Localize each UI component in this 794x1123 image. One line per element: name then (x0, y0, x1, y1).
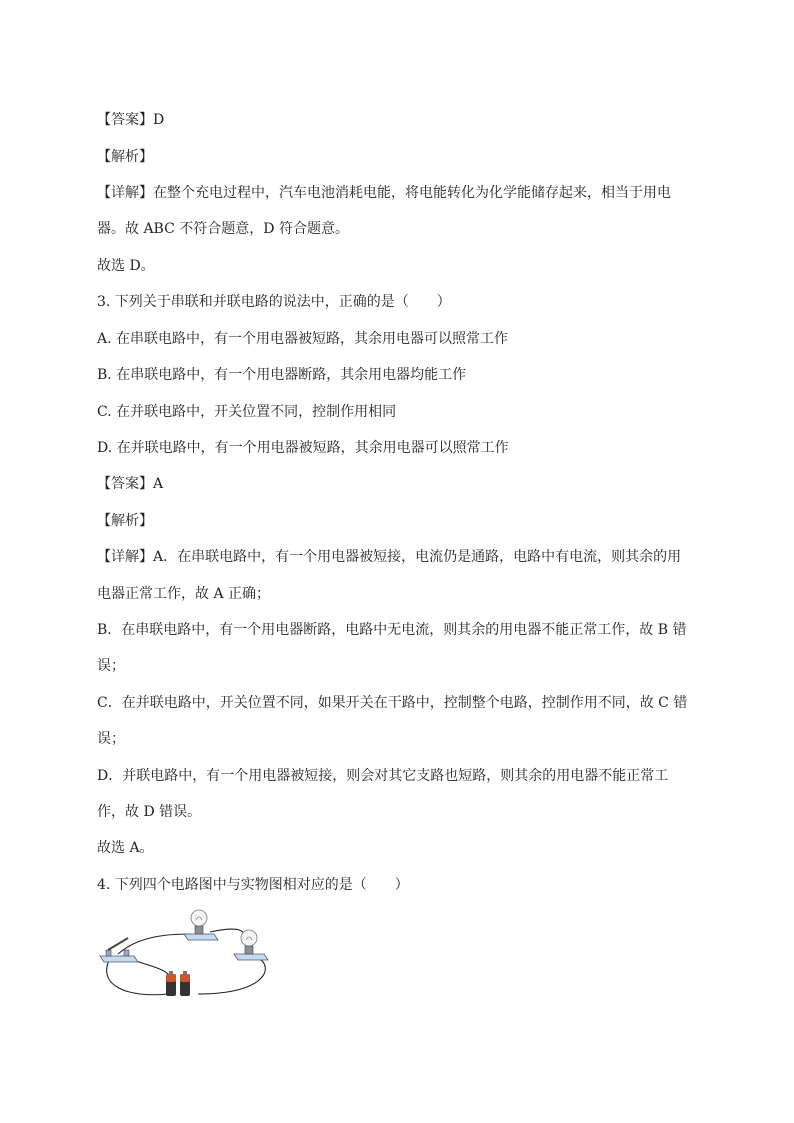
option-3d: D. 在并联电路中，有一个用电器被短路，其余用电器可以照常工作 (97, 440, 509, 456)
bulb-1 (184, 910, 218, 940)
wire-left (107, 958, 168, 995)
detail-3-b-line-1: B．在串联电路中，有一个用电器断路，电路中无电流，则其余的用电器不能正常工作，故 B 错 (97, 622, 687, 638)
detail-3-a-line-1: 【详解】A．在串联电路中，有一个用电器被短接，电流仍是通路，电路中有电流，则其余的用 (97, 549, 682, 565)
wire-right (198, 958, 265, 994)
analysis-heading-2: 【解析】 (97, 149, 153, 165)
detail-3-c-line-1: C．在并联电路中，开关位置不同，如果开关在干路中，控制整个电路，控制作用不同，故 C 错 (97, 695, 688, 711)
detail-2-line-2: 器。故 ABC 不符合题意，D 符合题意。 (97, 221, 349, 237)
circuit-photo-figure (98, 906, 274, 1002)
answer-2: 【答案】D (97, 112, 165, 128)
detail-3-d-line-2: 作，故 D 错误。 (97, 804, 202, 820)
question-4: 4. 下列四个电路图中与实物图相对应的是（ ） (97, 877, 409, 893)
detail-2-line-1: 【详解】在整个充电过程中，汽车电池消耗电能，将电能转化为化学能储存起来，相当于用电 (97, 185, 671, 201)
analysis-heading-3: 【解析】 (97, 513, 153, 529)
detail-3-d-line-1: D．并联电路中，有一个用电器被短接，则会对其它支路也短路，则其余的用电器不能正常工 (97, 768, 669, 784)
option-3b: B. 在串联电路中，有一个用电器断路，其余用电器均能工作 (97, 367, 467, 383)
choice-3: 故选 A。 (97, 840, 154, 856)
choice-2: 故选 D。 (97, 258, 155, 274)
detail-3-a-line-2: 电器正常工作，故 A 正确； (97, 586, 271, 602)
battery-1 (166, 971, 176, 996)
question-3: 3. 下列关于串联和并联电路的说法中，正确的是（ ） (97, 294, 451, 310)
bulb-2 (234, 930, 268, 960)
detail-3-c-line-2: 误； (97, 731, 125, 747)
switch (100, 938, 138, 962)
battery-2 (180, 971, 190, 996)
option-3a: A. 在串联电路中，有一个用电器被短路，其余用电器可以照常工作 (97, 331, 509, 347)
answer-3: 【答案】A (97, 476, 164, 492)
option-3c: C. 在并联电路中，开关位置不同，控制作用相同 (97, 404, 397, 420)
detail-3-b-line-2: 误； (97, 658, 125, 674)
